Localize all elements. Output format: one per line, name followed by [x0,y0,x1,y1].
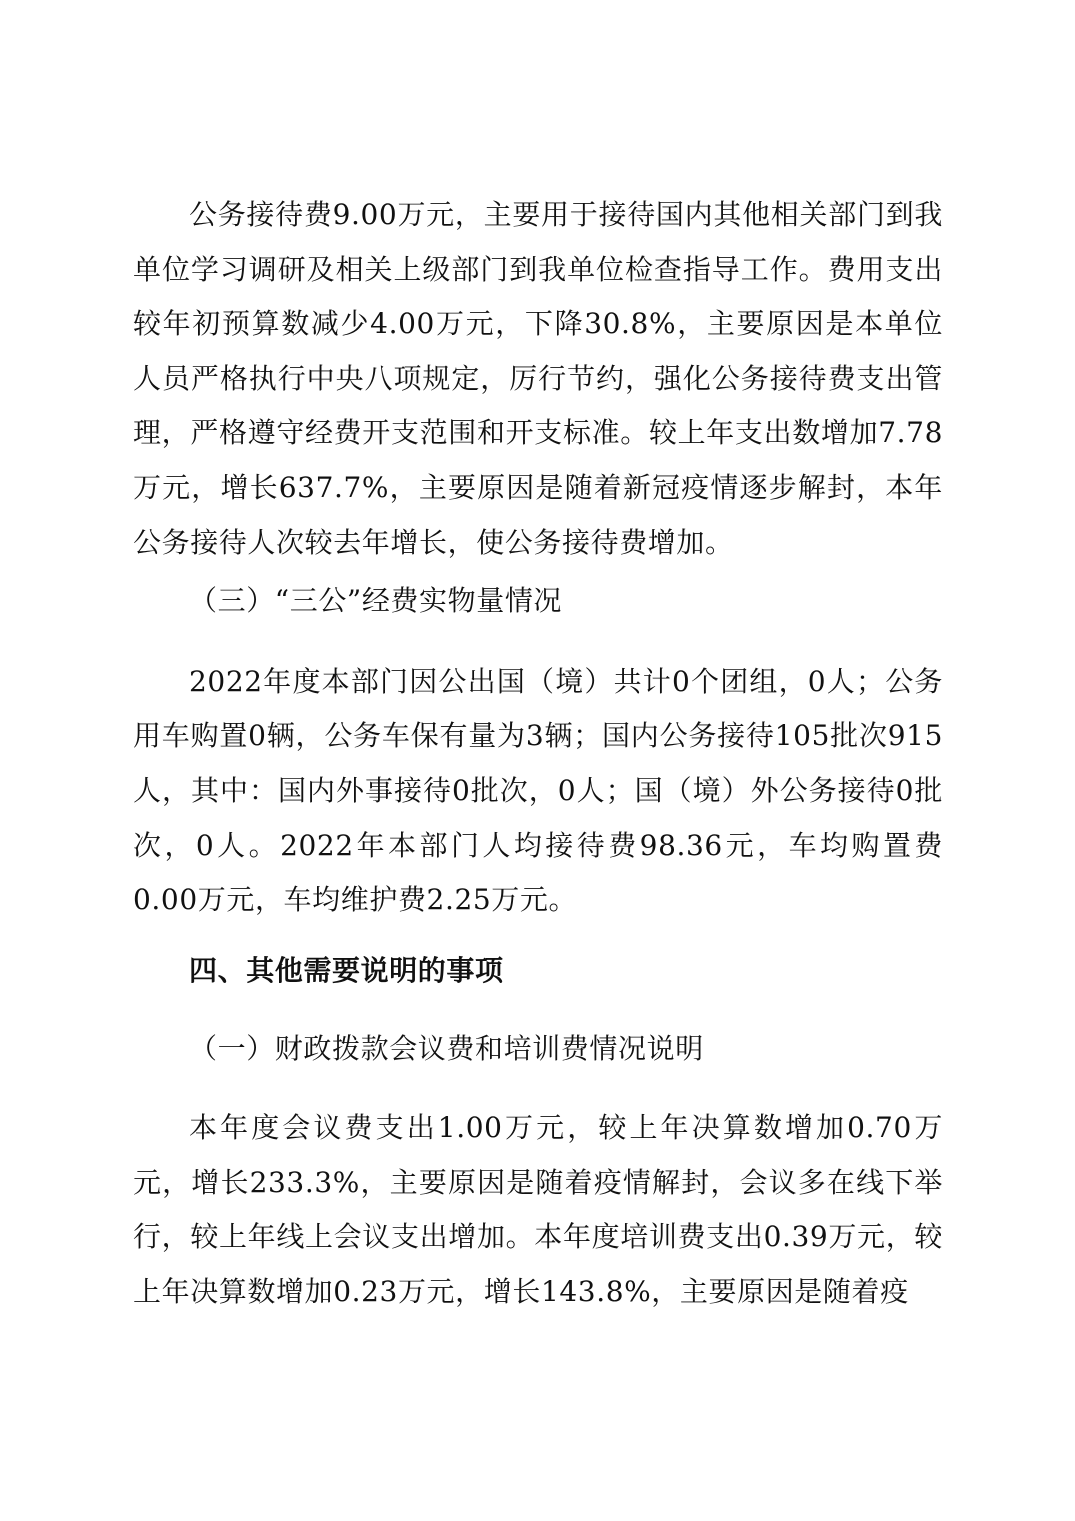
paragraph-physical-quantity: 2022年度本部门因公出国（境）共计0个团组，0人；公务用车购置0辆，公务车保有量为3辆；国内公务接待105批次915人，其中：国内外事接待0批次，0人；国（境）外公务接待0批次，0人。2022年本部门人均接待费98.36元，车均购置费0.00万元，车均维护费2.25万元。 [133,664,943,917]
subheading-three-public-quantity: （三）“三公”经费实物量情况 [189,584,563,618]
subheading-meeting-training: （一）财政拨款会议费和培训费情况说明 [189,1032,704,1066]
paragraph-meeting-training: 本年度会议费支出1.00万元，较上年决算数增加0.70万元，增长233.3%，主要原因是随着疫情解封，会议多在线下举行，较上年线上会议支出增加。本年度培训费支出0.39万元，较上年决算数增加0.23万元，增长143.8%，主要原因是随着疫 [133,1110,943,1308]
document-page [133,188,943,1319]
paragraph-reception-expenses: 公务接待费9.00万元，主要用于接待国内其他相关部门到我单位学习调研及相关上级部门到我单位检查指导工作。费用支出较年初预算数减少4.00万元，下降30.8%，主要原因是本单位人员严格执行中央八项规定，厉行节约，强化公务接待费支出管理，严格遵守经费开支范围和开支标准。较上年支出数增加7.78万元，增长637.7%，主要原因是随着新冠疫情逐步解封，本年公务接待人次较去年增长，使公务接待费增加。 [133,198,943,559]
heading-other-matters: 四、其他需要说明的事项 [189,953,504,987]
